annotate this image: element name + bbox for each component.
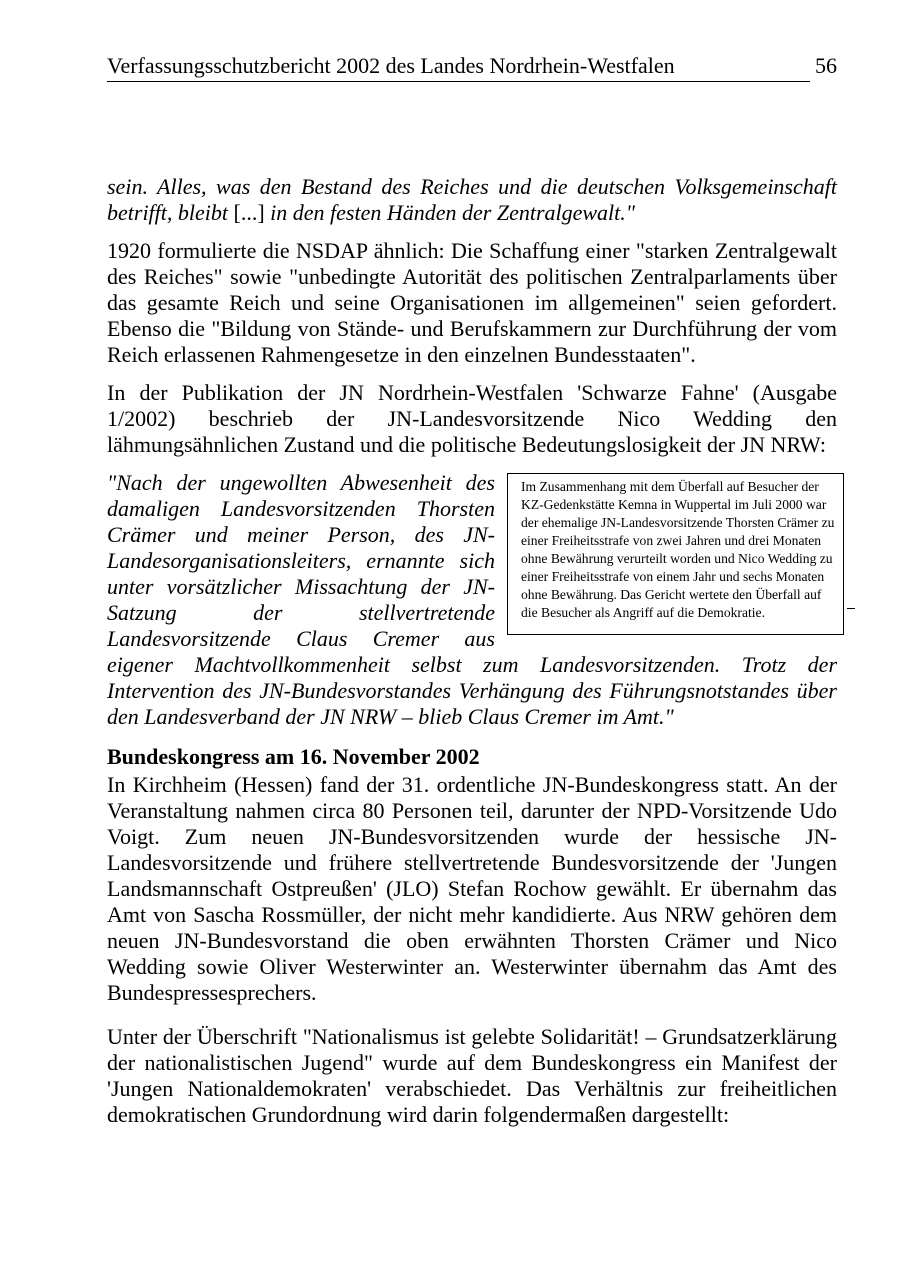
quote-reich-part1: sein. Alles, was den Bestand des Reiches und die deutschen Volksgemeinschaft betrifft, bleibt <box>107 174 837 225</box>
quote-reich-part2: in den festen Händen der Zentralgewalt." <box>264 200 636 225</box>
page-body <box>107 174 837 1128</box>
side-note-text: Im Zusammenhang mit dem Überfall auf Besucher der KZ-Gedenkstätte Kemna in Wuppertal im Juli 2000 war der ehemalige JN-Landesvorsitzende Thorsten Crämer zu einer Freiheitsstrafe von zwei Jahren und drei Monaten ohne Bewährung verurteilt worden und Nico Wedding zu einer Freiheitsstrafe von einem Jahr und sechs Monaten ohne Bewährung. Das Gericht wertete den Überfall auf die Besucher als Angriff auf die Demokratie. <box>521 479 835 620</box>
quote-wedding-text: "Nach der ungewollten Abwesenheit des damaligen Landesvorsitzenden Thorsten Crämer und meiner Person, des JN-Landesorganisationsleiters, ernannte sich unter vorsätzlicher Missachtung der JN-Satzung der stellvertretende Landesvorsitzende Claus Cremer aus eigener Machtvollkommenheit selbst zum Landesvorsitzenden. Trotz der Intervention des JN-Bundesvorstandes Verhängung des Führungsnotstandes über den Landesverband der JN NRW – blieb Claus Cremer im Amt." <box>107 470 837 729</box>
margin-mark <box>847 608 855 609</box>
page-header <box>107 52 837 84</box>
side-note-box <box>507 473 844 635</box>
page-number: 56 <box>815 53 837 78</box>
paragraph-schwarze-fahne: In der Publikation der JN Nordrhein-Westfalen 'Schwarze Fahne' (Ausgabe 1/2002) beschrieb der JN-Landesvorsitzende Nico Wedding den lähmungsähnlichen Zustand und die politische Bedeutungslosigkeit der JN NRW: <box>107 380 837 457</box>
quote-ellipsis: [...] <box>233 200 265 225</box>
paragraph-bundeskongress: In Kirchheim (Hessen) fand der 31. ordentliche JN-Bundeskongress statt. An der Veranstaltung nahmen circa 80 Personen teil, darunter der NPD-Vorsitzende Udo Voigt. Zum neuen JN-Bundesvorsitzenden wurde der hessische JN-Landesvorsitzende und frühere stellvertretende Bundesvorsitzende der 'Jungen Landsmannschaft Ostpreußen' (JLO) Stefan Rochow gewählt. Er übernahm das Amt von Sascha Rossmüller, der nicht mehr kandidierte. Aus NRW gehören dem neuen JN-Bundesvorstand die oben erwähnten Thorsten Crämer und Nico Wedding sowie Oliver Westerwinter an. Westerwinter übernahm das Amt des Bundespressesprechers. <box>107 772 837 1005</box>
quote-reich <box>107 174 837 226</box>
running-title: Verfassungsschutzbericht 2002 des Landes Nordrhein-Westfalen <box>107 52 810 82</box>
paragraph-manifest: Unter der Überschrift "Nationalismus ist gelebte Solidarität! – Grundsatzerklärung der nationalistischen Jugend" wurde auf dem Bundeskongress ein Manifest der 'Jungen Nationaldemokraten' verabschiedet. Das Verhältnis zur freiheitlichen demokratischen Grundordnung wird darin folgendermaßen dargestellt: <box>107 1024 837 1127</box>
section-heading-bundeskongress: Bundeskongress am 16. November 2002 <box>107 744 480 769</box>
paragraph-nsdap-1920: 1920 formulierte die NSDAP ähnlich: Die Schaffung einer "starken Zentralgewalt des Reiches" sowie "unbedingte Autorität des politischen Zentralparlaments über das gesamte Reich und seine Organisationen im allgemeinen" seien gefordert. Ebenso die "Bildung von Stände- und Berufskammern zur Durchführung der vom Reich erlassenen Rahmengesetze in den einzelnen Bundesstaaten". <box>107 238 837 367</box>
quote-wedding <box>107 470 837 730</box>
